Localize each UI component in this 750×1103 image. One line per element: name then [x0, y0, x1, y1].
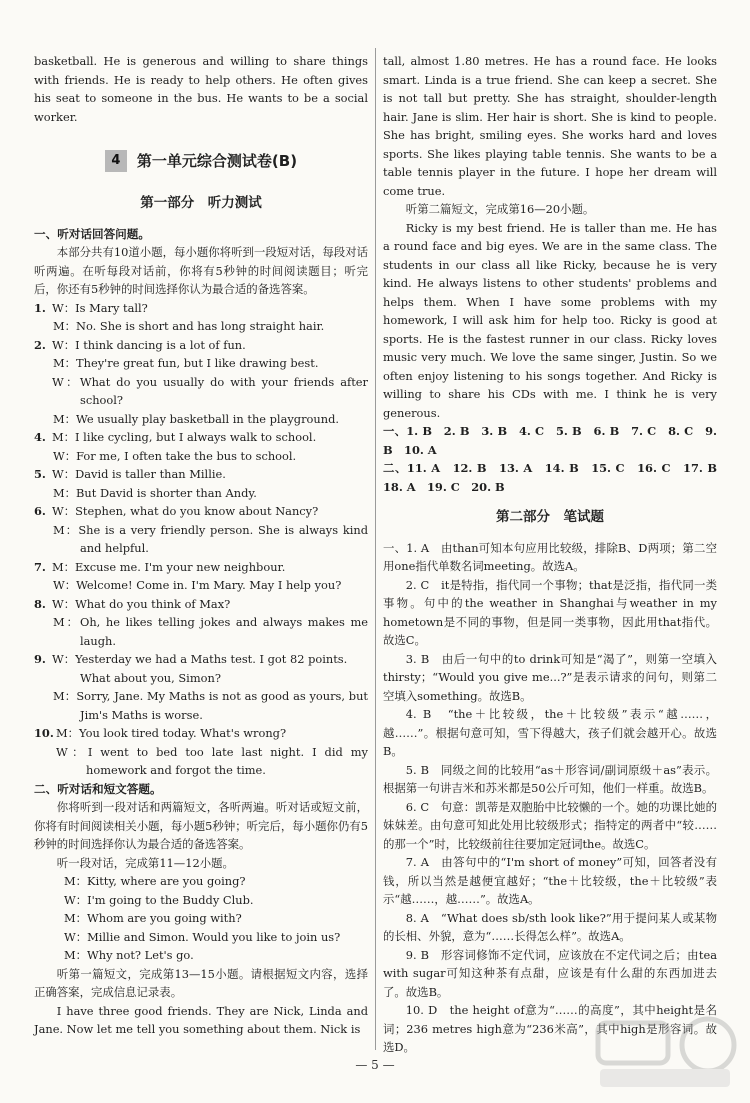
question-2	[34, 336, 368, 373]
dialogue-line: M：Kitty, where are you going?	[64, 874, 246, 888]
q6-line-m: M：She is a very friendly person. She is always kind and helpful.	[53, 522, 368, 555]
q10-line-m: M：You look tired today. What's wrong?	[56, 726, 287, 740]
q8-line-w: W：What do you think of Max?	[52, 596, 231, 611]
explanation-6: 6. C 句意：凯蒂是双胞胎中比较懒的一个。她的功课比她的妹妹差。由句意可知此处用比较级形式；指特定的两者中“较……的那一个”时，比较级前往往要加定冠词the。故选C。	[383, 799, 717, 851]
explanation-3: 3. B 由后一句中的to drink可知是“渴了”，则第一空填入thirsty；“Would you give me...?”是表示请求的问句，则第二空填入something。故选B。	[383, 651, 717, 703]
passage1-text-continued: tall, almost 1.80 metres. He has a round face. He looks smart. Linda is a true friend. She can keep a secret. She is not tall but pretty. She has straight, shoulder-length hair. Jane is slim. Her hair is short. She is kind to people. She has bright, smiling eyes. She works hard and loves sports. She likes playing table tennis. She wants to be a table tennis player in the future. I hope her dream will come true.	[383, 54, 717, 198]
part1-title: 第一部分 听力测试	[140, 195, 262, 211]
dialogue-intro: 听一段对话，完成第11—12小题。	[56, 855, 234, 870]
q7-number: 7.	[34, 559, 46, 574]
explanation-4: 4. B “the＋比较级，the＋比较级”表示“越……，越……”。根据句意可知，雪下得越大，孩子们就会越开心。故选B。	[383, 707, 717, 758]
q9-line-w1: W：Yesterday we had a Maths test. I got 82 points.	[52, 652, 348, 666]
passage1-text-start: I have three good friends. They are Nick, Linda and Jane. Now let me tell you something about them. Nick is	[34, 1003, 368, 1036]
dialogue-line: M：Whom are you going with?	[64, 911, 242, 925]
q3-line-m: M：We usually play basketball in the playground.	[53, 411, 339, 426]
q1-line-m: M：No. She is short and has long straight hair.	[53, 319, 325, 333]
page-number: — 5 —	[355, 1058, 395, 1072]
watermark-logo-icon	[590, 1005, 740, 1095]
question-5	[34, 465, 368, 502]
section1-title: 一、听对话回答问题。	[34, 226, 150, 241]
question-4	[34, 428, 368, 465]
q7-line-w: W：Welcome! Come in. I'm Mary. May I help you?	[53, 578, 342, 592]
q3-number	[34, 373, 52, 392]
dialogue-line: W：I'm going to the Buddy Club.	[64, 892, 254, 907]
section1-instructions: 本部分共有10道小题，每小题你将听到一段短对话，每段对话听两遍。在听每段对话前，你将有5秒钟的时间阅读题目；听完后，你还有5秒钟的时间选择你认为最合适的备选答案。	[34, 245, 368, 296]
q6-line-w: W：Stephen, what do you know about Nancy?	[52, 504, 319, 518]
unit-badge: 4	[105, 150, 127, 172]
question-7	[34, 558, 368, 595]
question-10	[34, 724, 368, 780]
q2-line-m: M：They're great fun, but I like drawing best.	[53, 356, 319, 370]
question-1	[34, 299, 368, 336]
q1-number: 1.	[34, 300, 46, 315]
q5-line-m: M：But David is shorter than Andy.	[53, 485, 257, 500]
q9-line-w2: What about you, Simon?	[80, 670, 221, 685]
right-column	[383, 52, 729, 1057]
passage1-intro: 听第一篇短文，完成第13—15小题。请根据短文内容，选择正确答案，完成信息记录表。	[34, 966, 368, 999]
q4-line-w: W：For me, I often take the bus to school.	[53, 448, 297, 463]
answers-section2: 二、11. A 12. B 13. A 14. B 15. C 16. C 17. B 18. A 19. C 20. B	[383, 461, 729, 494]
section2-title: 二、听对话和短文答题。	[34, 781, 162, 796]
q7-line-m: M：Excuse me. I'm your new neighbour.	[52, 559, 286, 574]
column-divider	[375, 48, 376, 1050]
q9-line-m: M：Sorry, Jane. My Maths is not as good as yours, but Jim's Maths is worse.	[53, 689, 368, 722]
explanation-10: 10. D the height of意为“……的高度”，其中height是名词；236 metres high意为“236米高”，其中high是形容词。故选D。	[383, 1003, 717, 1054]
left-column	[34, 52, 368, 1039]
q5-number: 5.	[34, 467, 46, 481]
q4-number: 4.	[34, 430, 46, 444]
q8-number: 8.	[34, 596, 46, 611]
explanation-8: 8. A “What does sb/sth look like?”用于提问某人或某物的长相、外貌，意为“……长得怎么样”。故选A。	[383, 910, 717, 943]
answers-section1: 一、1. B 2. B 3. B 4. C 5. B 6. B 7. C 8. C 9. B 10. A	[383, 424, 717, 457]
explanation-2: 2. C it是特指，指代同一个事物；that是泛指，指代同一类事物。句中的the weather in Shanghai与weather in my hometown是不同的事物，但是同一类事物，因此用that指代。故选C。	[383, 577, 717, 647]
q10-number: 10.	[34, 726, 54, 740]
part2-title: 第二部分 笔试题	[496, 509, 604, 525]
q4-line-m: M：I like cycling, but I always walk to school.	[52, 430, 317, 444]
q3-line-w: W：What do you usually do with your friends after school?	[52, 374, 368, 407]
section2-instructions: 你将听到一段对话和两篇短文，各听两遍。听对话或短文前，你将有时间阅读相关小题，每小题5秒钟；听完后，每小题你仍有5秒钟的时间选择你认为最合适的备选答案。	[34, 800, 368, 851]
dialogue-line: W：Millie and Simon. Would you like to join us?	[64, 929, 341, 944]
question-3	[34, 373, 368, 429]
dialogue-line: M：Why not? Let's go.	[64, 948, 194, 962]
question-8	[34, 595, 368, 651]
explanation-7: 7. A 由答句中的“I'm short of money”可知，回答者没有钱，所以当然是越便宜越好；“the＋比较级，the＋比较级”表示“越……，越……”。故选A。	[383, 855, 717, 906]
q9-number: 9.	[34, 652, 46, 666]
q2-line-w: W：I think dancing is a lot of fun.	[52, 337, 246, 352]
explanation-9: 9. B 形容词修饰不定代词，应该放在不定代词之后；由tea with sugar可知这种茶有点甜，应该是有什么甜的东西加进去了。故选B。	[383, 947, 717, 999]
intro-paragraph: basketball. He is generous and willing to share things with friends. He is ready to help others. He often gives his seat to someone in the bus. He wants to be a social worker.	[34, 54, 368, 124]
unit-heading	[34, 150, 368, 172]
passage2-text: Ricky is my best friend. He is taller than me. He has a round face and big eyes. We are in the same class. The students in our class all like Ricky, because he is very kind. He always listens to other students' problems and helps them. When I have some problems with my homework, I will ask him for help too. Ricky is good at sports. He is the fastest runner in our class. Ricky loves music very much. We love the same singer, Justin. So we often enjoy listening to his songs together. And Ricky is willing to share his CDs with me. I think he is very generous.	[383, 220, 717, 420]
q5-line-w: W：David is taller than Millie.	[52, 467, 226, 481]
question-9	[34, 650, 368, 724]
q2-number: 2.	[34, 337, 46, 352]
explanation-1: 一、1. A 由than可知本句应用比较级，排除B、D两项；第二空用one指代单数名词meeting。故选A。	[383, 540, 717, 573]
q10-line-w: W：I went to bed too late last night. I did my homework and forgot the time.	[56, 744, 368, 777]
explanation-5: 5. B 同级之间的比较用“as＋形容词/副词原级＋as”表示。根据第一句讲吉米和苏米都是50公斤可知，他们一样重。故选B。	[383, 762, 717, 795]
unit-title: 第一单元综合测试卷(B)	[136, 151, 298, 170]
question-6	[34, 502, 368, 558]
q6-number: 6.	[34, 504, 46, 518]
q1-line-w: W：Is Mary tall?	[52, 300, 148, 315]
q8-line-m: M：Oh, he likes telling jokes and always makes me laugh.	[53, 615, 368, 648]
passage2-intro: 听第二篇短文，完成第16—20小题。	[405, 202, 595, 216]
